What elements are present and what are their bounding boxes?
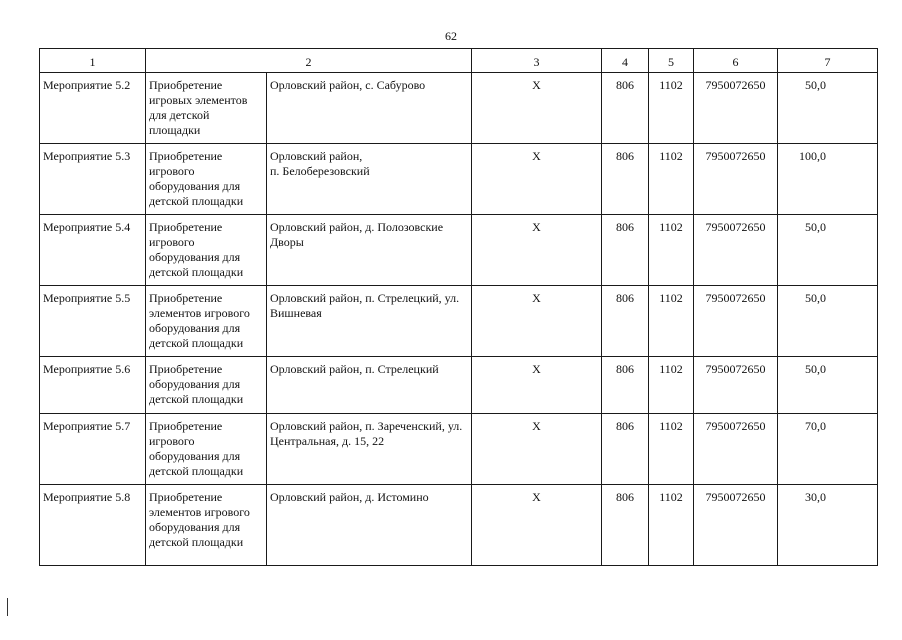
event-cell: Мероприятие 5.2 — [40, 73, 146, 144]
code-b-cell: 1102 — [649, 144, 694, 215]
marker-cell: Х — [472, 286, 602, 357]
description-cell: Приобретение игрового оборудования для детской площадки — [146, 414, 267, 485]
header-row — [40, 49, 878, 73]
table-row — [40, 215, 878, 286]
amount-cell: 50,0 — [778, 215, 878, 286]
code-a-cell: 806 — [602, 286, 649, 357]
code-a-cell: 806 — [602, 357, 649, 414]
description-cell: Приобретение игрового оборудования для детской площадки — [146, 144, 267, 215]
code-c-cell: 7950072650 — [694, 485, 778, 566]
column-header-2: 2 — [146, 49, 472, 73]
place-line-1: Орловский район, — [270, 149, 363, 163]
description-cell: Приобретение игровых элементов для детской площадки — [146, 73, 267, 144]
page-number: 62 — [445, 29, 457, 43]
description-cell: Приобретение элементов игрового оборудования для детской площадки — [146, 286, 267, 357]
code-a-cell: 806 — [602, 144, 649, 215]
code-b-cell: 1102 — [649, 414, 694, 485]
code-c-cell: 7950072650 — [694, 215, 778, 286]
event-cell: Мероприятие 5.8 — [40, 485, 146, 566]
budget-table — [39, 48, 878, 566]
code-c-cell: 7950072650 — [694, 73, 778, 144]
margin-mark — [7, 598, 8, 616]
description-cell: Приобретение игрового оборудования для детской площадки — [146, 215, 267, 286]
place-cell: Орловский район, с. Сабурово — [267, 73, 472, 144]
event-cell: Мероприятие 5.3 — [40, 144, 146, 215]
code-b-cell: 1102 — [649, 485, 694, 566]
table-row — [40, 144, 878, 215]
code-c-cell: 7950072650 — [694, 144, 778, 215]
code-b-cell: 1102 — [649, 286, 694, 357]
place-cell: Орловский район, д. Истомино — [267, 485, 472, 566]
code-c-cell: 7950072650 — [694, 286, 778, 357]
marker-cell: Х — [472, 144, 602, 215]
event-cell: Мероприятие 5.7 — [40, 414, 146, 485]
description-cell: Приобретение элементов игрового оборудования для детской площадки — [146, 485, 267, 566]
code-a-cell: 806 — [602, 414, 649, 485]
place-line-2: п. Белоберезовский — [270, 164, 370, 178]
place-cell: Орловский район, д. Полозовские Дворы — [267, 215, 472, 286]
code-b-cell: 1102 — [649, 215, 694, 286]
code-b-cell: 1102 — [649, 357, 694, 414]
amount-cell: 50,0 — [778, 286, 878, 357]
column-header-5: 5 — [649, 49, 694, 73]
place-cell: Орловский район, п. Зареченский, ул. Центральная, д. 15, 22 — [267, 414, 472, 485]
column-header-7: 7 — [778, 49, 878, 73]
event-cell: Мероприятие 5.6 — [40, 357, 146, 414]
column-header-6: 6 — [694, 49, 778, 73]
column-header-4: 4 — [602, 49, 649, 73]
code-c-cell: 7950072650 — [694, 414, 778, 485]
code-b-cell: 1102 — [649, 73, 694, 144]
place-cell: Орловский район, п. Стрелецкий — [267, 357, 472, 414]
code-a-cell: 806 — [602, 215, 649, 286]
marker-cell: Х — [472, 73, 602, 144]
table-row — [40, 73, 878, 144]
marker-cell: Х — [472, 215, 602, 286]
column-header-1: 1 — [40, 49, 146, 73]
amount-cell: 100,0 — [778, 144, 878, 215]
column-header-3: 3 — [472, 49, 602, 73]
amount-cell: 30,0 — [778, 485, 878, 566]
table-row — [40, 357, 878, 414]
description-cell: Приобретение оборудования для детской площадки — [146, 357, 267, 414]
table-row — [40, 485, 878, 566]
table-row — [40, 286, 878, 357]
code-a-cell: 806 — [602, 485, 649, 566]
code-c-cell: 7950072650 — [694, 357, 778, 414]
amount-cell: 50,0 — [778, 73, 878, 144]
code-a-cell: 806 — [602, 73, 649, 144]
amount-cell: 70,0 — [778, 414, 878, 485]
table-row — [40, 414, 878, 485]
marker-cell: Х — [472, 414, 602, 485]
marker-cell: Х — [472, 485, 602, 566]
amount-cell: 50,0 — [778, 357, 878, 414]
event-cell: Мероприятие 5.4 — [40, 215, 146, 286]
place-cell: Орловский район, п. Стрелецкий, ул. Вишневая — [267, 286, 472, 357]
marker-cell: Х — [472, 357, 602, 414]
place-cell — [267, 144, 472, 215]
event-cell: Мероприятие 5.5 — [40, 286, 146, 357]
